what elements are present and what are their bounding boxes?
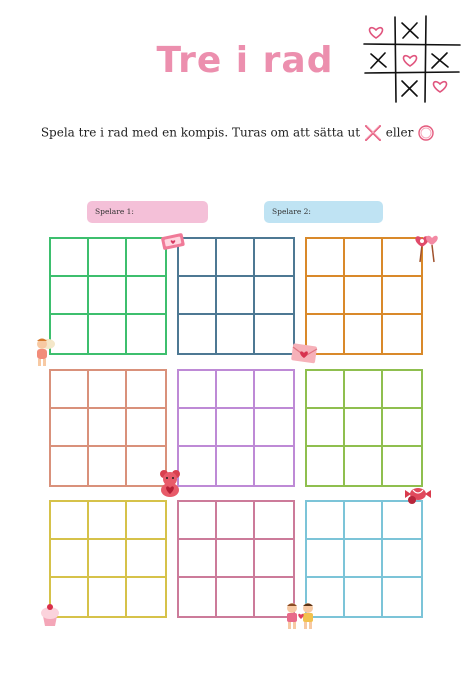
- board-cell[interactable]: [255, 277, 293, 315]
- board-cell[interactable]: [307, 409, 345, 447]
- board-cell[interactable]: [383, 409, 421, 447]
- board-cell[interactable]: [345, 315, 383, 353]
- x-mark-icon: [364, 124, 382, 142]
- cupcake-icon: [39, 602, 61, 628]
- board-cell[interactable]: [179, 315, 217, 353]
- board-cell[interactable]: [255, 540, 293, 578]
- board-cell[interactable]: [127, 277, 165, 315]
- board-cell[interactable]: [307, 502, 345, 540]
- board-cell[interactable]: [307, 447, 345, 485]
- teddy-bear-icon: [155, 468, 185, 498]
- circle-mark-icon: [417, 124, 435, 142]
- board-cell[interactable]: [383, 447, 421, 485]
- kids-icon: [281, 601, 321, 631]
- board-cell[interactable]: [179, 540, 217, 578]
- tic-tac-toe-board: [305, 500, 423, 618]
- tic-tac-toe-hearts-icon: [362, 14, 462, 104]
- player-1-field[interactable]: [87, 201, 208, 223]
- tic-tac-toe-board: [177, 500, 295, 618]
- board-cell[interactable]: [89, 371, 127, 409]
- board-cell[interactable]: [127, 371, 165, 409]
- board-cell[interactable]: [383, 315, 421, 353]
- board-cell[interactable]: [217, 239, 255, 277]
- player-2-field[interactable]: [264, 201, 383, 223]
- board-cell[interactable]: [127, 578, 165, 616]
- board-cell[interactable]: [127, 502, 165, 540]
- board-cell[interactable]: [217, 502, 255, 540]
- board-cell[interactable]: [217, 277, 255, 315]
- board-cell[interactable]: [179, 371, 217, 409]
- board-cell[interactable]: [383, 277, 421, 315]
- board-cell[interactable]: [217, 315, 255, 353]
- board-cell[interactable]: [89, 239, 127, 277]
- cherub-icon: [30, 334, 58, 368]
- board-cell[interactable]: [345, 371, 383, 409]
- love-letter-icon: [289, 341, 321, 367]
- board-cell[interactable]: [89, 447, 127, 485]
- board-cell[interactable]: [217, 409, 255, 447]
- tic-tac-toe-board: [305, 237, 423, 355]
- board-cell[interactable]: [255, 239, 293, 277]
- tic-tac-toe-board: [49, 237, 167, 355]
- board-cell[interactable]: [345, 540, 383, 578]
- instructions-text: Spela tre i rad med en kompis. Turas om att sätta ut: [40, 125, 361, 140]
- board-cell[interactable]: [255, 447, 293, 485]
- board-cell[interactable]: [255, 409, 293, 447]
- board-cell[interactable]: [89, 277, 127, 315]
- board-cell[interactable]: [51, 277, 89, 315]
- board-cell[interactable]: [307, 239, 345, 277]
- board-cell[interactable]: [255, 502, 293, 540]
- board-cell[interactable]: [345, 502, 383, 540]
- valentine-card-icon: [160, 232, 188, 252]
- board-cell[interactable]: [51, 502, 89, 540]
- page-title: Tre i rad: [156, 40, 334, 81]
- instructions-or-text: eller: [385, 125, 414, 140]
- board-cell[interactable]: [179, 578, 217, 616]
- board-cell[interactable]: [255, 371, 293, 409]
- board-cell[interactable]: [307, 277, 345, 315]
- board-cell[interactable]: [127, 315, 165, 353]
- board-cell[interactable]: [383, 502, 421, 540]
- tic-tac-toe-board: [49, 500, 167, 618]
- tic-tac-toe-board: [177, 237, 295, 355]
- board-cell[interactable]: [345, 409, 383, 447]
- tic-tac-toe-board: [305, 369, 423, 487]
- board-cell[interactable]: [127, 540, 165, 578]
- board-cell[interactable]: [217, 540, 255, 578]
- board-cell[interactable]: [255, 315, 293, 353]
- board-cell[interactable]: [345, 578, 383, 616]
- board-cell[interactable]: [383, 578, 421, 616]
- board-cell[interactable]: [51, 371, 89, 409]
- board-cell[interactable]: [179, 277, 217, 315]
- tic-tac-toe-board: [49, 369, 167, 487]
- board-cell[interactable]: [383, 540, 421, 578]
- tic-tac-toe-board: [177, 369, 295, 487]
- board-cell[interactable]: [345, 239, 383, 277]
- board-cell[interactable]: [383, 371, 421, 409]
- board-cell[interactable]: [89, 540, 127, 578]
- player-2-label: Spelare 2:: [272, 207, 311, 216]
- board-cell[interactable]: [89, 578, 127, 616]
- board-cell[interactable]: [51, 409, 89, 447]
- board-cell[interactable]: [345, 447, 383, 485]
- instructions: [0, 124, 476, 142]
- board-cell[interactable]: [51, 239, 89, 277]
- lollipop-hearts-icon: [412, 231, 442, 263]
- board-cell[interactable]: [179, 502, 217, 540]
- board-cell[interactable]: [307, 540, 345, 578]
- board-cell[interactable]: [307, 371, 345, 409]
- board-cell[interactable]: [51, 540, 89, 578]
- board-cell[interactable]: [179, 409, 217, 447]
- board-cell[interactable]: [345, 277, 383, 315]
- board-cell[interactable]: [89, 409, 127, 447]
- player-1-label: Spelare 1:: [95, 207, 134, 216]
- board-cell[interactable]: [217, 578, 255, 616]
- board-cell[interactable]: [51, 447, 89, 485]
- candy-icon: [401, 482, 435, 506]
- board-cell[interactable]: [89, 315, 127, 353]
- board-cell[interactable]: [217, 447, 255, 485]
- board-cell[interactable]: [89, 502, 127, 540]
- board-cell[interactable]: [217, 371, 255, 409]
- board-cell[interactable]: [127, 409, 165, 447]
